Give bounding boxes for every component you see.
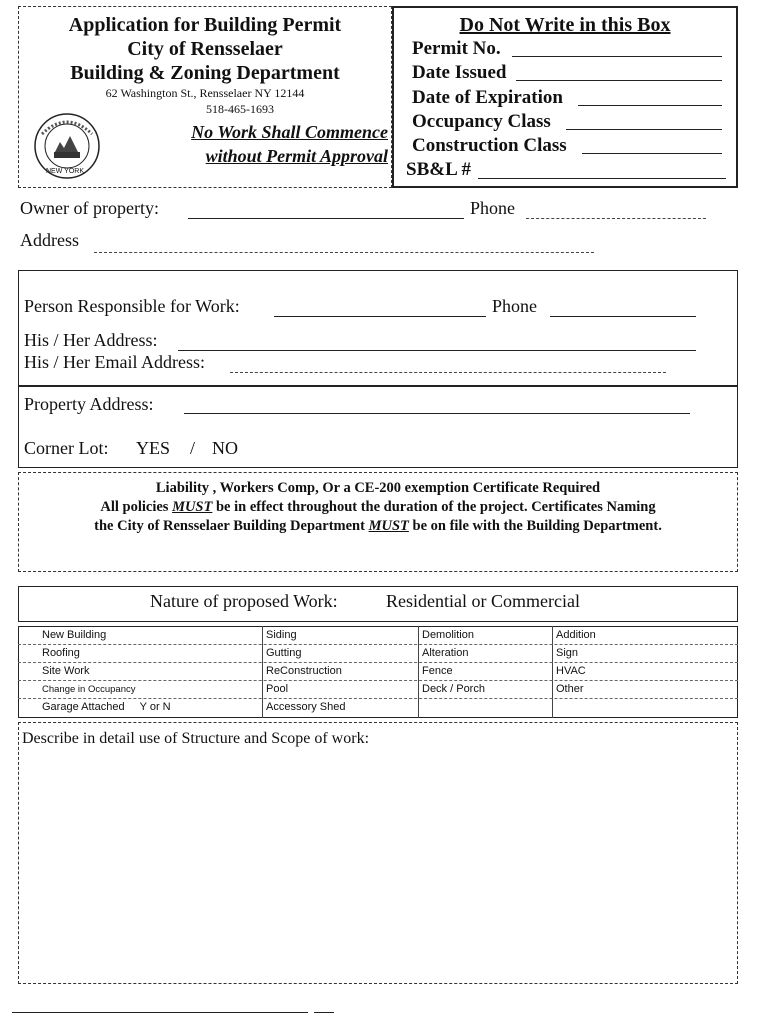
owner-input-line[interactable] (188, 218, 464, 219)
sbl-label: SB&L # (406, 159, 471, 180)
describe-box[interactable] (18, 722, 738, 984)
liability-line2 (18, 499, 738, 516)
date-issued-line[interactable] (516, 80, 722, 81)
responsible-phone-line[interactable] (550, 316, 696, 317)
work-type-roofing[interactable]: Roofing (42, 647, 80, 659)
nature-box (18, 586, 738, 622)
owner-label: Owner of property: (20, 198, 159, 218)
table-col-sep-1 (262, 626, 263, 718)
permit-no-label: Permit No. (412, 38, 501, 59)
department-phone: 518-465-1693 (206, 102, 274, 116)
expiration-line[interactable] (578, 105, 722, 106)
person-responsible-label: Person Responsible for Work: (24, 296, 240, 316)
expiration-label: Date of Expiration (412, 87, 563, 108)
work-type-reconstruction[interactable]: ReConstruction (266, 665, 342, 677)
liability-line2-a: All policies (100, 499, 173, 515)
owner-phone-label: Phone (470, 198, 515, 218)
liability-line3-a: the City of Rensselaer Building Department (94, 518, 369, 534)
responsible-address-label: His / Her Address: (24, 330, 158, 350)
nature-label: Nature of proposed Work: (150, 591, 338, 611)
no-work-warning-line1: No Work Shall Commence (191, 122, 388, 142)
responsible-email-line[interactable] (230, 372, 666, 373)
describe-label: Describe in detail use of Structure and Scope of work: (22, 730, 370, 747)
work-type-siding[interactable]: Siding (266, 629, 297, 641)
office-box-title: Do Not Write in this Box (459, 14, 671, 36)
permit-no-line[interactable] (512, 56, 722, 57)
date-issued-label: Date Issued (412, 62, 507, 83)
signature-line[interactable] (12, 1012, 308, 1013)
work-type-site-work[interactable]: Site Work (42, 665, 90, 677)
department-address: 62 Washington St., Rensselaer NY 12144 (105, 86, 305, 100)
department-name: Building & Zoning Department (70, 62, 340, 84)
work-type-pool[interactable]: Pool (266, 683, 289, 695)
table-row-sep-4 (18, 698, 738, 699)
table-row-sep-1 (18, 644, 738, 645)
work-type-alteration[interactable]: Alteration (422, 647, 469, 659)
work-type-addition[interactable]: Addition (556, 629, 596, 641)
responsible-phone-label: Phone (492, 296, 537, 316)
corner-lot-label: Corner Lot: (24, 438, 109, 458)
occupancy-class-label: Occupancy Class (412, 111, 551, 132)
liability-must-2: MUST (368, 518, 409, 534)
liability-line3 (18, 518, 738, 535)
table-row-sep-3 (18, 680, 738, 681)
person-responsible-line[interactable] (274, 316, 486, 317)
construction-class-line[interactable] (582, 153, 722, 154)
responsible-email-label: His / Her Email Address: (24, 352, 205, 372)
table-row-sep-2 (18, 662, 738, 663)
work-type-hvac[interactable]: HVAC (556, 665, 586, 677)
nature-options[interactable]: Residential or Commercial (386, 591, 580, 611)
owner-address-line[interactable] (94, 252, 594, 253)
work-type-new-building[interactable]: New Building (42, 629, 107, 641)
owner-address-label: Address (20, 230, 79, 250)
construction-class-label: Construction Class (412, 135, 567, 156)
work-type-garage-attached[interactable]: Garage Attached Y or N (42, 701, 171, 713)
corner-lot-no[interactable]: NO (212, 438, 238, 458)
work-type-other[interactable]: Other (556, 683, 584, 695)
table-col-sep-3 (552, 626, 553, 718)
form-title: Application for Building Permit (68, 14, 342, 36)
table-col-sep-2 (418, 626, 419, 718)
seal-bottom-text: NEW YORK (46, 168, 84, 175)
property-address-label: Property Address: (24, 394, 154, 414)
no-work-warning-line2: without Permit Approval (205, 146, 388, 166)
work-type-deck-porch[interactable]: Deck / Porch (422, 683, 485, 695)
work-type-accessory-shed[interactable]: Accessory Shed (266, 701, 346, 713)
work-type-gutting[interactable]: Gutting (266, 647, 302, 659)
work-type-demolition[interactable]: Demolition (422, 629, 474, 641)
liability-line1: Liability , Workers Comp, Or a CE-200 exemption Certificate Required (155, 480, 601, 496)
work-type-change-occupancy[interactable]: Change in Occupancy (42, 684, 136, 695)
liability-line2-b: be in effect throughout the duration of the project. Certificates Naming (212, 499, 656, 515)
corner-lot-slash: / (190, 438, 196, 458)
occupancy-class-line[interactable] (566, 129, 722, 130)
liability-line3-b: be on file with the Building Department. (408, 518, 662, 534)
owner-phone-line[interactable] (526, 218, 706, 219)
responsible-address-line[interactable] (178, 350, 696, 351)
city-name: City of Rensselaer (127, 38, 283, 60)
work-type-sign[interactable]: Sign (556, 647, 579, 659)
corner-lot-yes[interactable]: YES (136, 438, 171, 458)
liability-must-1: MUST (172, 499, 213, 515)
sbl-line[interactable] (478, 178, 726, 179)
signature-line-short[interactable] (314, 1012, 334, 1013)
work-type-fence[interactable]: Fence (422, 665, 453, 677)
property-address-line[interactable] (184, 413, 690, 414)
